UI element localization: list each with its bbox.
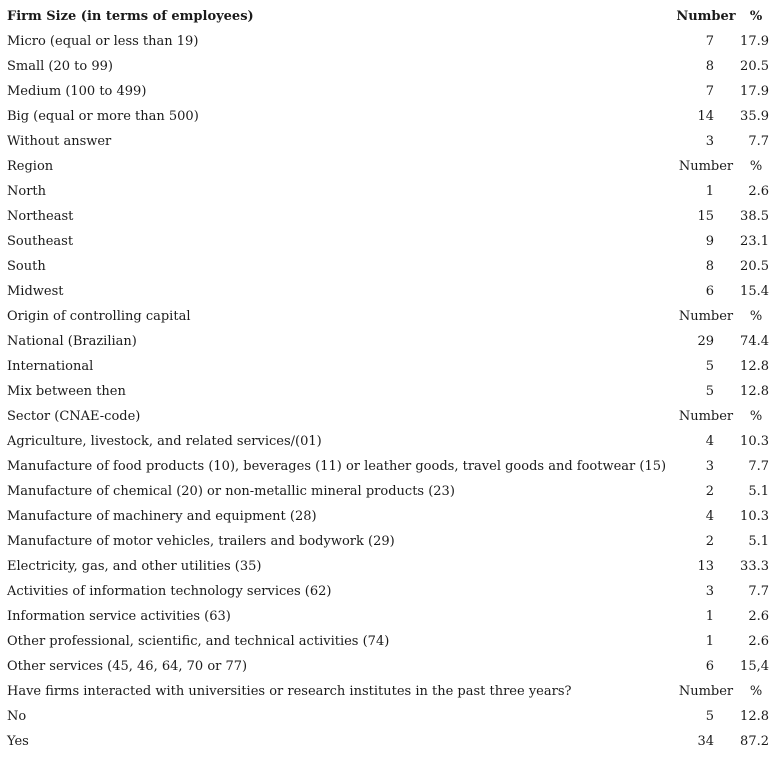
table-row xyxy=(0,54,783,79)
table-row xyxy=(0,179,783,204)
row-label: South xyxy=(7,259,46,274)
section-title: Firm Size (in terms of employees) xyxy=(7,9,254,24)
row-percent: 10.3 xyxy=(740,434,769,449)
row-label: Other professional, scientific, and technical activities (74) xyxy=(7,634,390,649)
table-row xyxy=(0,29,783,54)
table-row xyxy=(0,529,783,554)
table-row xyxy=(0,329,783,354)
row-label: International xyxy=(7,359,94,374)
row-label: Southeast xyxy=(7,234,74,249)
row-number: 15 xyxy=(697,209,714,224)
row-number: 9 xyxy=(705,234,714,249)
table-row xyxy=(0,579,783,604)
row-label: Small (20 to 99) xyxy=(7,59,113,74)
row-label: Big (equal or more than 500) xyxy=(7,109,199,124)
row-label: Manufacture of food products (10), beverages (11) or leather goods, travel goods and footwear (15) xyxy=(7,459,667,474)
row-label: Manufacture of chemical (20) or non-metallic mineral products (23) xyxy=(7,484,455,499)
row-percent: 15,4 xyxy=(740,659,769,674)
row-label: Mix between then xyxy=(7,384,126,399)
section-header-region xyxy=(0,154,783,179)
row-number: 2 xyxy=(705,534,714,549)
table-row xyxy=(0,254,783,279)
section-title: Have firms interacted with universities or research institutes in the past three years? xyxy=(7,684,572,699)
table-row xyxy=(0,379,783,404)
row-percent: 35.9 xyxy=(740,109,769,124)
section-title: Sector (CNAE-code) xyxy=(7,409,141,424)
column-header-percent: % xyxy=(749,409,763,424)
table-row xyxy=(0,279,783,304)
row-label: Micro (equal or less than 19) xyxy=(7,34,199,49)
row-number: 3 xyxy=(705,134,714,149)
table-row xyxy=(0,654,783,679)
row-percent: 2.6 xyxy=(748,634,769,649)
row-percent: 7.7 xyxy=(748,459,769,474)
row-percent: 12.8 xyxy=(740,384,769,399)
table-row xyxy=(0,129,783,154)
row-number: 7 xyxy=(705,34,714,49)
row-label: Manufacture of motor vehicles, trailers and bodywork (29) xyxy=(7,534,395,549)
row-label: National (Brazilian) xyxy=(7,334,137,349)
data-table xyxy=(0,4,783,754)
row-number: 4 xyxy=(705,434,714,449)
table-row xyxy=(0,554,783,579)
row-label: North xyxy=(7,184,47,199)
row-label: No xyxy=(7,709,27,724)
row-number: 4 xyxy=(705,509,714,524)
row-label: Activities of information technology services (62) xyxy=(7,584,332,599)
row-label: Yes xyxy=(7,734,29,749)
row-number: 14 xyxy=(697,109,714,124)
row-number: 6 xyxy=(705,284,714,299)
row-percent: 12.8 xyxy=(740,359,769,374)
table-row xyxy=(0,629,783,654)
row-number: 5 xyxy=(705,709,714,724)
row-percent: 20.5 xyxy=(740,59,769,74)
section-header-firm-size xyxy=(0,4,783,29)
column-header-percent: % xyxy=(749,159,763,174)
row-percent: 5.1 xyxy=(748,534,769,549)
row-number: 1 xyxy=(705,609,714,624)
column-header-number: Number xyxy=(678,684,734,699)
row-number: 3 xyxy=(705,459,714,474)
row-percent: 7.7 xyxy=(748,134,769,149)
row-percent: 17.9 xyxy=(740,34,769,49)
section-header-sector xyxy=(0,404,783,429)
column-header-percent: % xyxy=(749,9,763,24)
section-header-interaction xyxy=(0,679,783,704)
table-row xyxy=(0,454,783,479)
row-label: Without answer xyxy=(7,134,112,149)
row-number: 3 xyxy=(705,584,714,599)
row-percent: 12.8 xyxy=(740,709,769,724)
row-percent: 87.2 xyxy=(740,734,769,749)
row-number: 2 xyxy=(705,484,714,499)
row-label: Northeast xyxy=(7,209,74,224)
column-header-number: Number xyxy=(678,409,734,424)
row-percent: 15.4 xyxy=(740,284,769,299)
table-row xyxy=(0,479,783,504)
table-row xyxy=(0,354,783,379)
row-percent: 2.6 xyxy=(748,609,769,624)
row-number: 5 xyxy=(705,384,714,399)
row-number: 1 xyxy=(705,184,714,199)
row-percent: 23.1 xyxy=(740,234,769,249)
section-header-origin-capital xyxy=(0,304,783,329)
row-number: 13 xyxy=(697,559,714,574)
row-label: Electricity, gas, and other utilities (35) xyxy=(7,559,262,574)
row-percent: 5.1 xyxy=(748,484,769,499)
column-header-number: Number xyxy=(676,9,736,24)
row-percent: 10.3 xyxy=(740,509,769,524)
row-label: Other services (45, 46, 64, 70 or 77) xyxy=(7,659,248,674)
row-percent: 74.4 xyxy=(740,334,769,349)
row-percent: 20.5 xyxy=(740,259,769,274)
table-row xyxy=(0,204,783,229)
row-number: 6 xyxy=(705,659,714,674)
row-percent: 33.3 xyxy=(740,559,769,574)
row-percent: 17.9 xyxy=(740,84,769,99)
row-label: Medium (100 to 499) xyxy=(7,84,147,99)
column-header-percent: % xyxy=(749,309,763,324)
table-row xyxy=(0,104,783,129)
column-header-number: Number xyxy=(678,159,734,174)
row-percent: 38.5 xyxy=(740,209,769,224)
row-label: Information service activities (63) xyxy=(7,609,231,624)
row-percent: 7.7 xyxy=(748,584,769,599)
row-number: 34 xyxy=(697,734,714,749)
section-title: Region xyxy=(7,159,54,174)
table-row xyxy=(0,504,783,529)
table-row xyxy=(0,729,783,754)
row-number: 5 xyxy=(705,359,714,374)
row-label: Manufacture of machinery and equipment (28) xyxy=(7,509,317,524)
table-row xyxy=(0,604,783,629)
row-number: 29 xyxy=(697,334,714,349)
row-number: 8 xyxy=(705,259,714,274)
table-row xyxy=(0,704,783,729)
column-header-percent: % xyxy=(749,684,763,699)
row-number: 7 xyxy=(705,84,714,99)
row-percent: 2.6 xyxy=(748,184,769,199)
column-header-number: Number xyxy=(678,309,734,324)
section-title: Origin of controlling capital xyxy=(7,309,191,324)
table-row xyxy=(0,229,783,254)
row-number: 8 xyxy=(705,59,714,74)
row-number: 1 xyxy=(705,634,714,649)
row-label: Midwest xyxy=(7,284,64,299)
row-label: Agriculture, livestock, and related services/(01) xyxy=(7,434,322,449)
table-row xyxy=(0,79,783,104)
table-row xyxy=(0,429,783,454)
